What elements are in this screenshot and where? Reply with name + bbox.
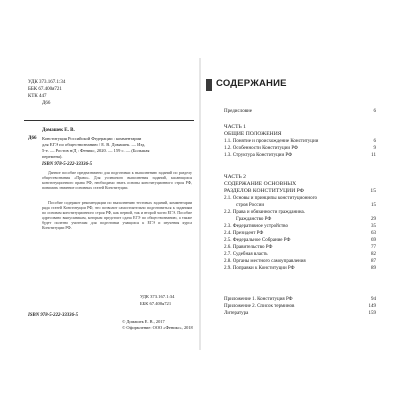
toc-entry [224, 209, 376, 216]
toc-entry-page: 63 [371, 231, 376, 236]
part-title [224, 124, 376, 131]
toc-entry-label: 1.1. Понятие и происхождение Конституции [224, 139, 319, 144]
toc-entry-label: 2.6. Правительство РФ [224, 245, 273, 250]
author-name: Домашек Е. В. [42, 128, 75, 133]
toc-entry-page: 77 [371, 245, 376, 250]
toc-entry-label: 2.2. Права и обязанности гражданина. [224, 210, 305, 215]
bbk-code-top: ББК 67.400я721 [28, 87, 62, 92]
toc-entry-page: 35 [371, 224, 376, 229]
part-subtitle [224, 131, 376, 138]
toc-part-2 [224, 174, 376, 272]
part-1-subtitle: ОБЩИЕ ПОЛОЖЕНИЯ [224, 131, 282, 137]
part-1-title: ЧАСТЬ 1 [224, 124, 246, 130]
bib-line-2: для ЕГЭ по обществознанию / Е. В. Домашек. — Изд. [42, 142, 146, 147]
toc-entry-label: 1.2. Особенности Конституции РФ [224, 146, 298, 151]
toc-entry [224, 152, 376, 159]
toc-entry-label: 2.4. Президент РФ [224, 231, 264, 236]
toc-entry-label: Приложение 1. Конституция РФ [224, 297, 293, 302]
toc-entry-label: Приложение 2. Список терминов [224, 304, 295, 309]
udk-code-bottom: УДК 373.167.1:34 [140, 294, 175, 299]
part-title [224, 174, 376, 181]
toc-entry-page: 6 [373, 139, 376, 144]
copyright-publisher: © Оформление: ООО «Феникс», 2018 [122, 325, 193, 330]
index-code: Д66 [42, 101, 51, 106]
toc-entry-page: 149 [368, 304, 376, 309]
part-2-subtitle-page: 15 [370, 188, 376, 194]
udk-code-top: УДК 373.167.1:34 [28, 80, 66, 85]
toc-entry-label: 2.1. Основы и принципы конституционного [224, 196, 317, 201]
left-page [24, 58, 194, 350]
toc-entry-label: Предисловие [224, 109, 252, 114]
toc-entry-label: Литература [224, 311, 249, 316]
toc-entry [224, 296, 376, 303]
index-code-2: Д66 [28, 136, 37, 141]
toc-entry-page: 87 [371, 259, 376, 264]
right-page [206, 58, 376, 350]
toc-entry-label: 2.8. Органы местного самоуправления [224, 259, 306, 264]
toc-entry [224, 237, 376, 244]
toc-entry [224, 303, 376, 310]
toc-entry-page: 159 [368, 311, 376, 316]
toc-entry-page: 94 [371, 297, 376, 302]
toc-entry [224, 202, 376, 209]
toc-entry-page: 6 [373, 109, 376, 114]
toc-entry [224, 310, 376, 317]
toc-entry [224, 265, 376, 272]
annotation-paragraph-2: Пособие содержит рекомендации по выполнению тестовых заданий, комментарии ряда статей Конституции РФ, что позволит самостоятельно подготовиться к заданиям по основам конституционного строя РФ, как первой, так и второй части ЕГЭ. Пособие адресовано выпускникам, которым предстоит сдача ЕГЭ по обществознанию, а также будет полезно учителям для подготовки учащихся к ЕГЭ и изучения курса Конституции РФ. [42, 200, 192, 230]
toc-entry-page: 69 [371, 238, 376, 243]
bbk-code-bottom: ББК 67.400я721 [140, 301, 172, 306]
part-2-title: ЧАСТЬ 2 [224, 174, 246, 180]
toc-entry [224, 251, 376, 258]
toc-entry-label: 2.5. Федеральное Собрание РФ [224, 238, 291, 243]
part-2-subtitle-line-1: СОДЕРЖАНИЕ ОСНОВНЫХ [224, 181, 297, 187]
toc-entry-page: 82 [371, 252, 376, 257]
bib-line-1: Конституция Российской Федерации : комментарии [42, 136, 142, 141]
part-2-subtitle-line-2: РАЗДЕЛОВ КОНСТИТУЦИИ РФ [224, 188, 305, 194]
toc-entry-label: 1.3. Структура Конституции РФ [224, 153, 293, 158]
ktk-code: КТК 447 [28, 94, 47, 99]
toc-entry-page: 29 [371, 217, 376, 222]
toc-entry-label: Гражданство РФ [236, 217, 272, 222]
toc-entry-page: 11 [371, 153, 376, 158]
toc-entry [224, 195, 376, 202]
toc-entry-page: 9 [373, 146, 376, 151]
bib-line-3: 5-е. — Ростов н/Д : Феникс, 2020. — 159 с. — (Большая [42, 148, 150, 153]
toc-entry [224, 138, 376, 145]
toc-entry-label: 2.7. Судебная власть [224, 252, 268, 257]
toc-appendices [224, 296, 376, 317]
bib-line-4: перемена). [42, 154, 63, 159]
part-subtitle [224, 181, 376, 188]
toc-preface [224, 108, 376, 115]
isbn-bottom: ISBN 978-5-222-33336-5 [28, 313, 78, 318]
toc-entry-label: строя России [236, 203, 264, 208]
divider-top [24, 120, 194, 121]
annotation-paragraph-1: Данное пособие предназначено для подготовки к выполнению заданий по разделу обществознания «Право». Для успешного выполнения заданий, касающихся конституционного права РФ, необходимо знать основы конституционного строя РФ, понимать значение основных статей Конституции. [42, 170, 192, 190]
toc-entry [224, 145, 376, 152]
toc-part-1 [224, 124, 376, 159]
book-gutter [199, 58, 201, 350]
toc-entry [224, 216, 376, 223]
heading-marker [206, 79, 212, 91]
toc-entry [224, 223, 376, 230]
part-subtitle [224, 188, 376, 195]
toc-heading: СОДЕРЖАНИЕ [216, 78, 287, 89]
toc-entry [224, 230, 376, 237]
copyright-author: © Домашек Е. В., 2017 [122, 319, 165, 324]
toc-entry-page: 15 [371, 203, 376, 208]
isbn-line: ISBN 978-5-222-33336-5 [42, 162, 92, 167]
toc-entry-label: 2.9. Поправки к Конституции РФ [224, 266, 295, 271]
toc-entry-page: 89 [371, 266, 376, 271]
toc-entry [224, 258, 376, 265]
toc-entry [224, 244, 376, 251]
toc-entry [224, 108, 376, 115]
toc-entry-label: 2.3. Федеративное устройство [224, 224, 289, 229]
